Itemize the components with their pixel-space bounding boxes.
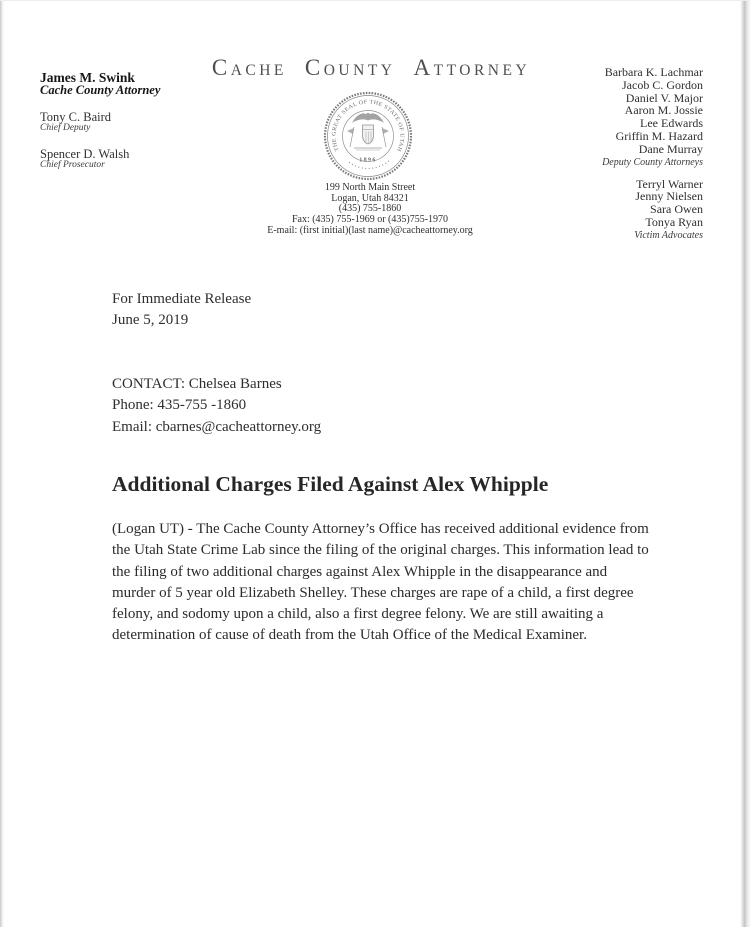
official-name: Jenny Nielsen — [635, 189, 703, 204]
headline: Additional Charges Filed Against Alex Whipple — [112, 472, 549, 496]
title-word — [305, 55, 396, 81]
official-name: Barbara K. Lachmar — [604, 65, 703, 79]
official-role: Chief Deputy — [40, 123, 91, 133]
page-edge-shadow-right — [736, 1, 750, 927]
official-name: Tonya Ryan — [645, 214, 703, 229]
official-name: Spencer D. Walsh — [40, 147, 130, 161]
body-paragraph: (Logan UT) - The Cache County Attorney’s Office has received additional evidence from the Utah State Crime Lab since the filing of the original charges. This information lead to the filing of two additional charges against Alex Whipple in the disappearance and murder of 5 year old Elizabeth Shelley. These charges are rape of a child, a first degree felony, and sodomy upon a child, also a first degree felony. We are still awaiting a determination of cause of death from the Utah Office of the Medical Examiner. — [112, 521, 649, 644]
seal-year: 1896 — [359, 157, 377, 164]
official-name: James M. Swink — [40, 70, 135, 85]
victim-advocates-group — [503, 178, 703, 242]
email-line: Email: cbarnes@cacheattorney.org — [112, 418, 322, 435]
release-header — [112, 289, 251, 331]
official — [40, 111, 230, 134]
page-edge-shadow-left — [0, 1, 4, 927]
official-role: Chief Prosecutor — [40, 160, 105, 170]
official-name: Tony C. Baird — [40, 110, 111, 124]
contact-line: CONTACT: Chelsea Barnes — [112, 376, 282, 392]
address-line: 199 North Main Street — [324, 182, 416, 193]
group-role: Victim Advocates — [634, 229, 703, 241]
official-name: Jacob C. Gordon — [622, 77, 703, 92]
group-role: Deputy County Attorneys — [602, 156, 703, 168]
address-line: (435) 755-1860 — [338, 203, 402, 215]
phone-line: Phone: 435-755 -1860 — [112, 397, 247, 414]
release-line: For Immediate Release — [112, 291, 252, 307]
official-name: Daniel V. Major — [625, 90, 703, 105]
seal-shield-icon — [363, 125, 374, 144]
title-word-rest: ACHE — [230, 62, 287, 79]
address-line: E-mail: (first initial)(last name)@cacheattorney.org — [267, 224, 473, 236]
official-name: Lee Edwards — [640, 116, 703, 131]
title-word-cap: A — [413, 55, 434, 80]
title-word-cap: C — [211, 55, 231, 80]
deputy-attorneys-group — [503, 66, 703, 169]
seal-ring-text: THE GREAT SEAL OF THE STATE OF UTAH — [331, 99, 405, 153]
letterhead-right-officials — [503, 66, 703, 242]
contact-block — [112, 374, 321, 438]
official-role: Cache County Attorney — [40, 83, 161, 97]
utah-state-seal-icon — [323, 91, 413, 181]
official — [40, 148, 230, 171]
official-name: Terryl Warner — [636, 176, 703, 191]
release-date: June 5, 2019 — [112, 311, 189, 328]
title-word-rest: OUNTY — [323, 62, 396, 79]
title-word-cap: C — [304, 55, 324, 80]
official-name: Dane Murray — [638, 141, 703, 156]
letterhead-left-officials — [40, 71, 230, 171]
title-word-rest: TTORNEY — [433, 62, 531, 79]
address-line: Fax: (435) 755-1969 or (435)755-1970 — [291, 214, 449, 226]
official-name: Aaron M. Jossie — [624, 103, 703, 118]
official-name: Sara Owen — [650, 202, 703, 217]
address-line: Logan, Utah 84321 — [331, 192, 409, 204]
official-name: Griffin M. Hazard — [615, 128, 703, 143]
